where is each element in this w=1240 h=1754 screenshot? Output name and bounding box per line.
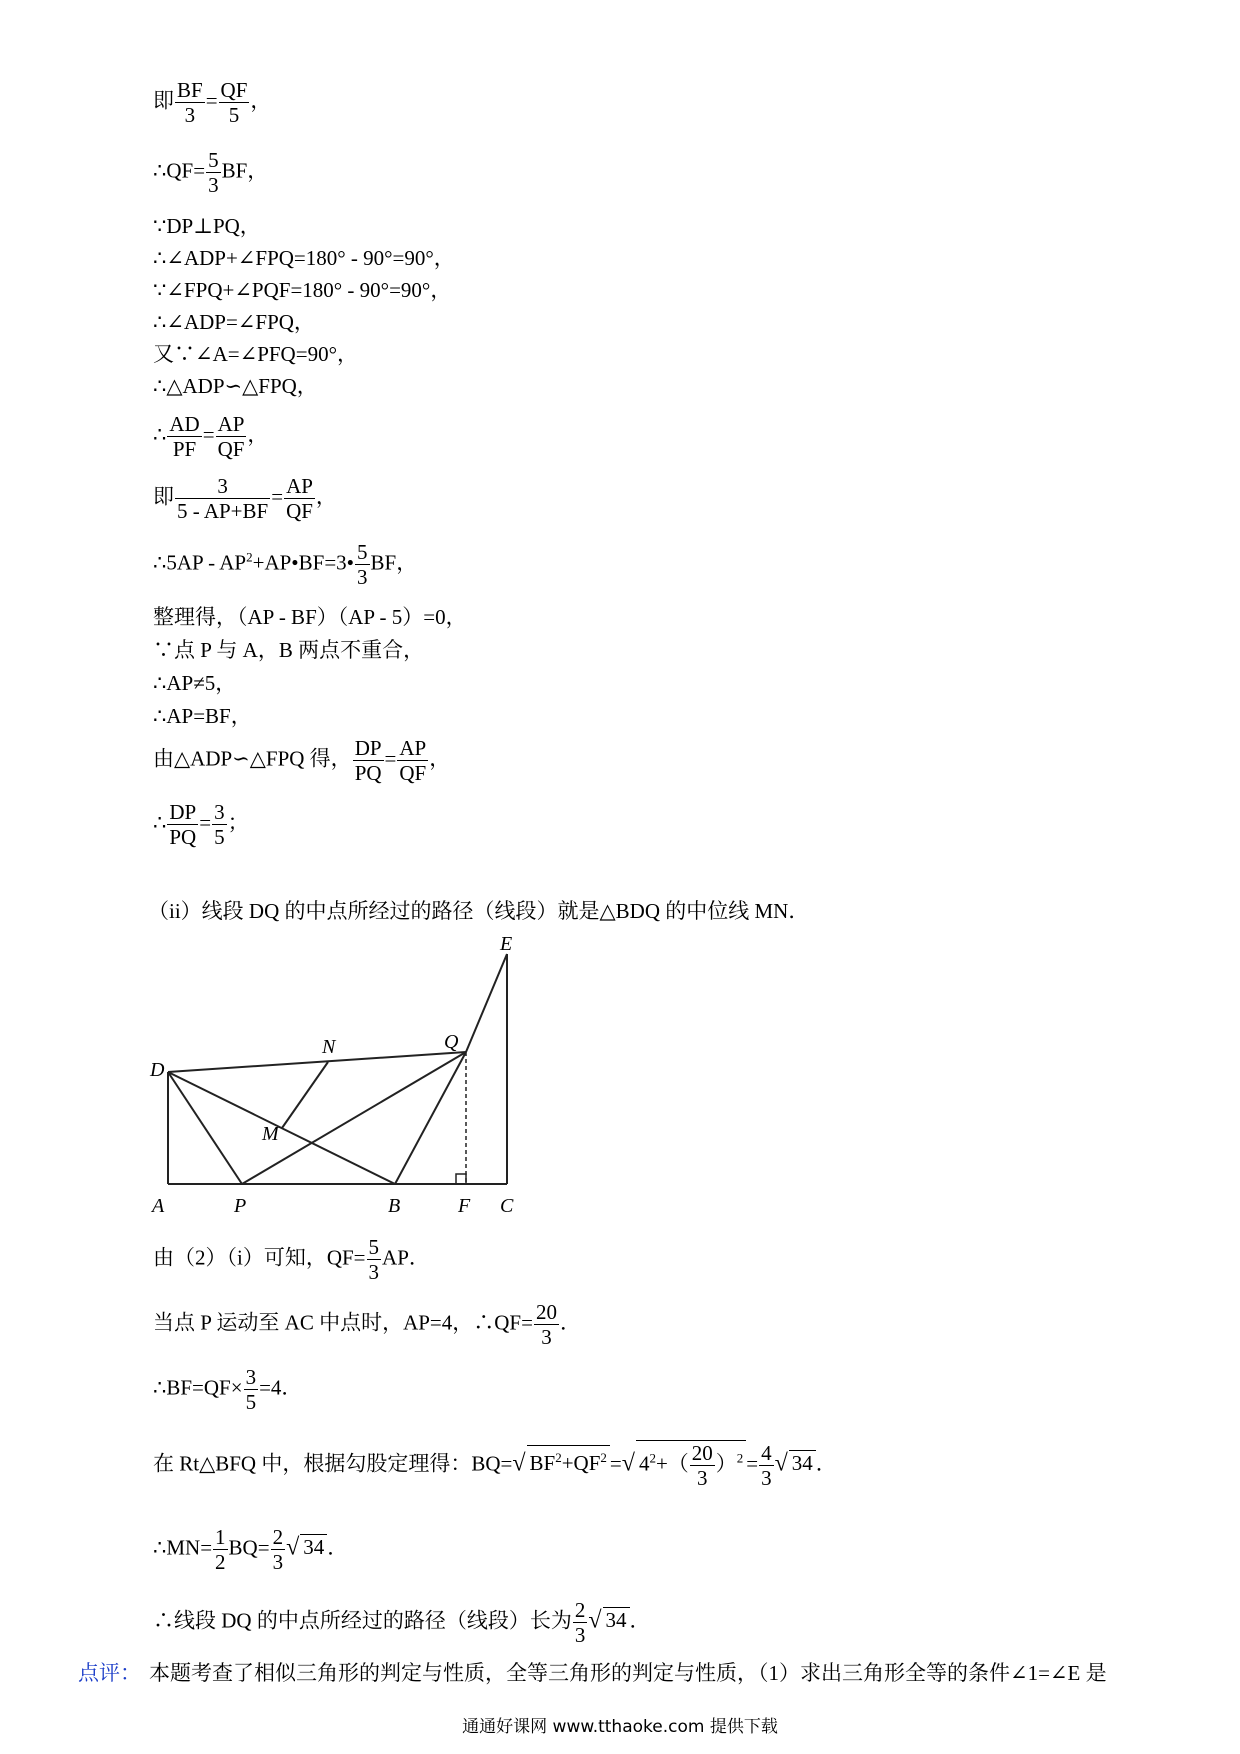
denominator: 5	[228, 103, 240, 127]
numerator: AP	[399, 736, 427, 760]
fraction	[397, 736, 428, 785]
line-12: 整理得，（AP - BF）（AP - 5）=0，	[153, 605, 467, 629]
text: 在 Rt△BFQ 中，根据勾股定理得：BQ=	[153, 1451, 513, 1476]
line-8: ∴△ADP∽△FPQ，	[153, 374, 318, 398]
line-11	[153, 540, 417, 589]
denominator: 3	[357, 565, 368, 589]
text: +（	[655, 1451, 689, 1476]
denominator: PF	[172, 437, 197, 461]
numerator: BF	[177, 78, 203, 102]
numerator: 2	[272, 1525, 284, 1549]
line-15: ∴AP=BF，	[153, 704, 252, 728]
numerator: 2	[574, 1598, 586, 1622]
fraction	[573, 1598, 588, 1647]
text: ，	[315, 484, 337, 509]
text: ∴5AP - AP	[153, 550, 247, 575]
equals: =	[199, 810, 212, 835]
label-N: N	[322, 1036, 336, 1058]
line-23	[153, 1525, 348, 1574]
denominator: QF	[399, 761, 427, 785]
line-3: ∵DP⊥PQ，	[153, 214, 261, 238]
text: 即	[153, 484, 174, 509]
fraction	[213, 1525, 228, 1574]
fraction	[175, 78, 205, 127]
text: ，	[250, 88, 272, 113]
denominator: PQ	[169, 825, 197, 849]
line-17	[153, 800, 249, 849]
comment-text: 本题考查了相似三角形的判定与性质，全等三角形的判定与性质，（1）求出三角形全等的条件∠1=∠E 是	[149, 1661, 1107, 1685]
line-4: ∴∠ADP+∠FPQ=180° - 90°=90°，	[153, 246, 455, 270]
fraction	[206, 148, 221, 197]
text: ．	[327, 1535, 349, 1560]
numerator: 20	[535, 1300, 557, 1324]
radical-sign: √	[286, 1534, 300, 1561]
radicand: 34	[300, 1534, 327, 1559]
fraction	[219, 78, 250, 127]
denominator: 3	[184, 103, 196, 127]
fraction	[759, 1441, 774, 1490]
text: 由（2）（i）可知，QF=	[153, 1245, 366, 1270]
radicand: 34	[789, 1450, 816, 1475]
numerator: QF	[220, 78, 248, 102]
numerator: DP	[169, 800, 197, 824]
label-F: F	[458, 1195, 471, 1217]
text: BF	[529, 1451, 556, 1476]
text: ）	[715, 1451, 737, 1476]
page-footer: 通通好课网 www.tthaoke.com 提供下载	[462, 1717, 778, 1737]
denominator: 3	[368, 1260, 380, 1284]
denominator: 5	[245, 1390, 257, 1414]
radicand	[527, 1445, 610, 1475]
radical-sign: √	[588, 1607, 602, 1634]
radicand: 34	[603, 1607, 630, 1632]
fraction	[271, 1525, 286, 1574]
radicand	[636, 1440, 746, 1490]
radical-sign: √	[774, 1450, 788, 1477]
text: 由△ADP∽△FPQ 得，	[153, 746, 352, 771]
text: 当点 P 运动至 AC 中点时，AP=4，∴QF=	[153, 1310, 533, 1335]
line-21	[153, 1365, 302, 1414]
text: +QF	[561, 1451, 601, 1476]
text: AP．	[382, 1245, 430, 1270]
denominator: 5 - AP+BF	[177, 499, 269, 523]
text: ∴BF=QF×	[153, 1375, 243, 1400]
numerator: AP	[217, 412, 245, 436]
denominator: QF	[217, 437, 245, 461]
text: ，	[247, 422, 269, 447]
fraction	[244, 1365, 259, 1414]
denominator: 3	[272, 1550, 284, 1574]
numerator: 5	[368, 1235, 380, 1259]
numerator: DP	[354, 736, 382, 760]
fraction	[167, 412, 201, 461]
line-19	[153, 1235, 430, 1284]
fraction	[367, 1235, 382, 1284]
line-14: ∴AP≠5，	[153, 671, 237, 695]
text: ∴MN=	[153, 1535, 213, 1560]
equals: =	[202, 422, 215, 447]
edge-DP	[168, 1072, 242, 1184]
comment-line	[78, 1660, 1107, 1686]
denominator: 3	[574, 1623, 586, 1647]
text: BF，	[221, 158, 269, 183]
fraction	[216, 412, 247, 461]
right-angle-mark	[456, 1174, 466, 1184]
text: =4．	[259, 1375, 303, 1400]
edge-DB	[168, 1072, 395, 1184]
equals: =	[384, 746, 397, 771]
fraction	[167, 800, 198, 849]
text: ∴	[153, 810, 167, 835]
edge-EQ	[466, 954, 507, 1052]
text: 4	[638, 1451, 650, 1476]
denominator: PQ	[354, 761, 382, 785]
fraction	[212, 800, 227, 849]
text: ．	[815, 1451, 837, 1476]
line-9	[153, 412, 268, 461]
denominator: QF	[286, 499, 313, 523]
numerator: AD	[169, 412, 200, 436]
equals: =	[271, 484, 284, 509]
text: ；	[227, 810, 249, 835]
denominator: 3	[697, 1466, 708, 1490]
numerator: 1	[215, 1525, 226, 1549]
fraction	[284, 474, 315, 523]
superscript: 2	[600, 1450, 607, 1466]
numerator: 3	[245, 1365, 257, 1389]
line-16	[153, 736, 450, 785]
fraction	[690, 1441, 715, 1490]
numerator: AP	[286, 474, 313, 498]
denominator: 3	[761, 1466, 772, 1490]
line-24	[153, 1598, 651, 1647]
line-10	[153, 474, 337, 523]
line-22	[153, 1440, 837, 1490]
fraction	[175, 474, 270, 523]
equals: =	[609, 1451, 622, 1476]
denominator: 3	[208, 173, 219, 197]
radical-sign: √	[621, 1450, 635, 1477]
line-5: ∵∠FPQ+∠PQF=180° - 90°=90°，	[153, 278, 452, 302]
comment-label: 点评：	[78, 1661, 141, 1685]
denominator: 3	[541, 1325, 552, 1349]
numerator: 3	[214, 800, 225, 824]
label-B: B	[388, 1195, 401, 1217]
text: ∴	[153, 422, 167, 447]
label-D: D	[150, 1059, 165, 1081]
equals: =	[205, 88, 218, 113]
numerator: 4	[761, 1441, 772, 1465]
text: +AP•BF=3•	[252, 550, 355, 575]
numerator: 3	[175, 474, 270, 499]
segment-MN	[282, 1062, 328, 1128]
fraction	[534, 1300, 559, 1349]
label-C: C	[500, 1195, 514, 1217]
line-18: （ii）线段 DQ 的中点所经过的路径（线段）就是△BDQ 的中位线 MN．	[148, 899, 810, 923]
numerator: 20	[691, 1441, 713, 1465]
text: ．	[629, 1608, 651, 1633]
superscript: 2	[649, 1450, 656, 1466]
label-M: M	[262, 1123, 279, 1145]
fraction	[353, 736, 384, 785]
line-7: 又∵∠A=∠PFQ=90°，	[153, 342, 358, 366]
text: ，	[429, 746, 451, 771]
line-13: ∵点 P 与 A，B 两点不重合，	[153, 638, 425, 662]
text: BF，	[370, 550, 418, 575]
line-2	[153, 148, 268, 197]
label-A: A	[152, 1195, 165, 1217]
text: ．	[559, 1310, 581, 1335]
denominator: 2	[215, 1550, 226, 1574]
label-E: E	[500, 933, 513, 955]
superscript: 2	[736, 1450, 744, 1466]
radical-sign: √	[512, 1450, 526, 1477]
equals: =	[746, 1451, 759, 1476]
line-6: ∴∠ADP=∠FPQ，	[153, 310, 315, 334]
label-Q: Q	[444, 1031, 459, 1053]
numerator: 5	[208, 148, 219, 172]
text: 即	[153, 88, 174, 113]
text: ∴QF=	[153, 158, 206, 183]
denominator: 5	[214, 825, 225, 849]
edge-DQ	[168, 1052, 466, 1072]
superscript: 2	[555, 1450, 562, 1466]
line-20	[153, 1300, 581, 1349]
label-P: P	[234, 1195, 247, 1217]
superscript: 2	[246, 549, 253, 565]
text: BQ=	[228, 1535, 270, 1560]
numerator: 5	[357, 540, 368, 564]
fraction	[355, 540, 370, 589]
line-1	[153, 78, 271, 127]
geometry-figure	[140, 930, 540, 1220]
text: ∴线段 DQ 的中点所经过的路径（线段）长为	[153, 1608, 572, 1633]
